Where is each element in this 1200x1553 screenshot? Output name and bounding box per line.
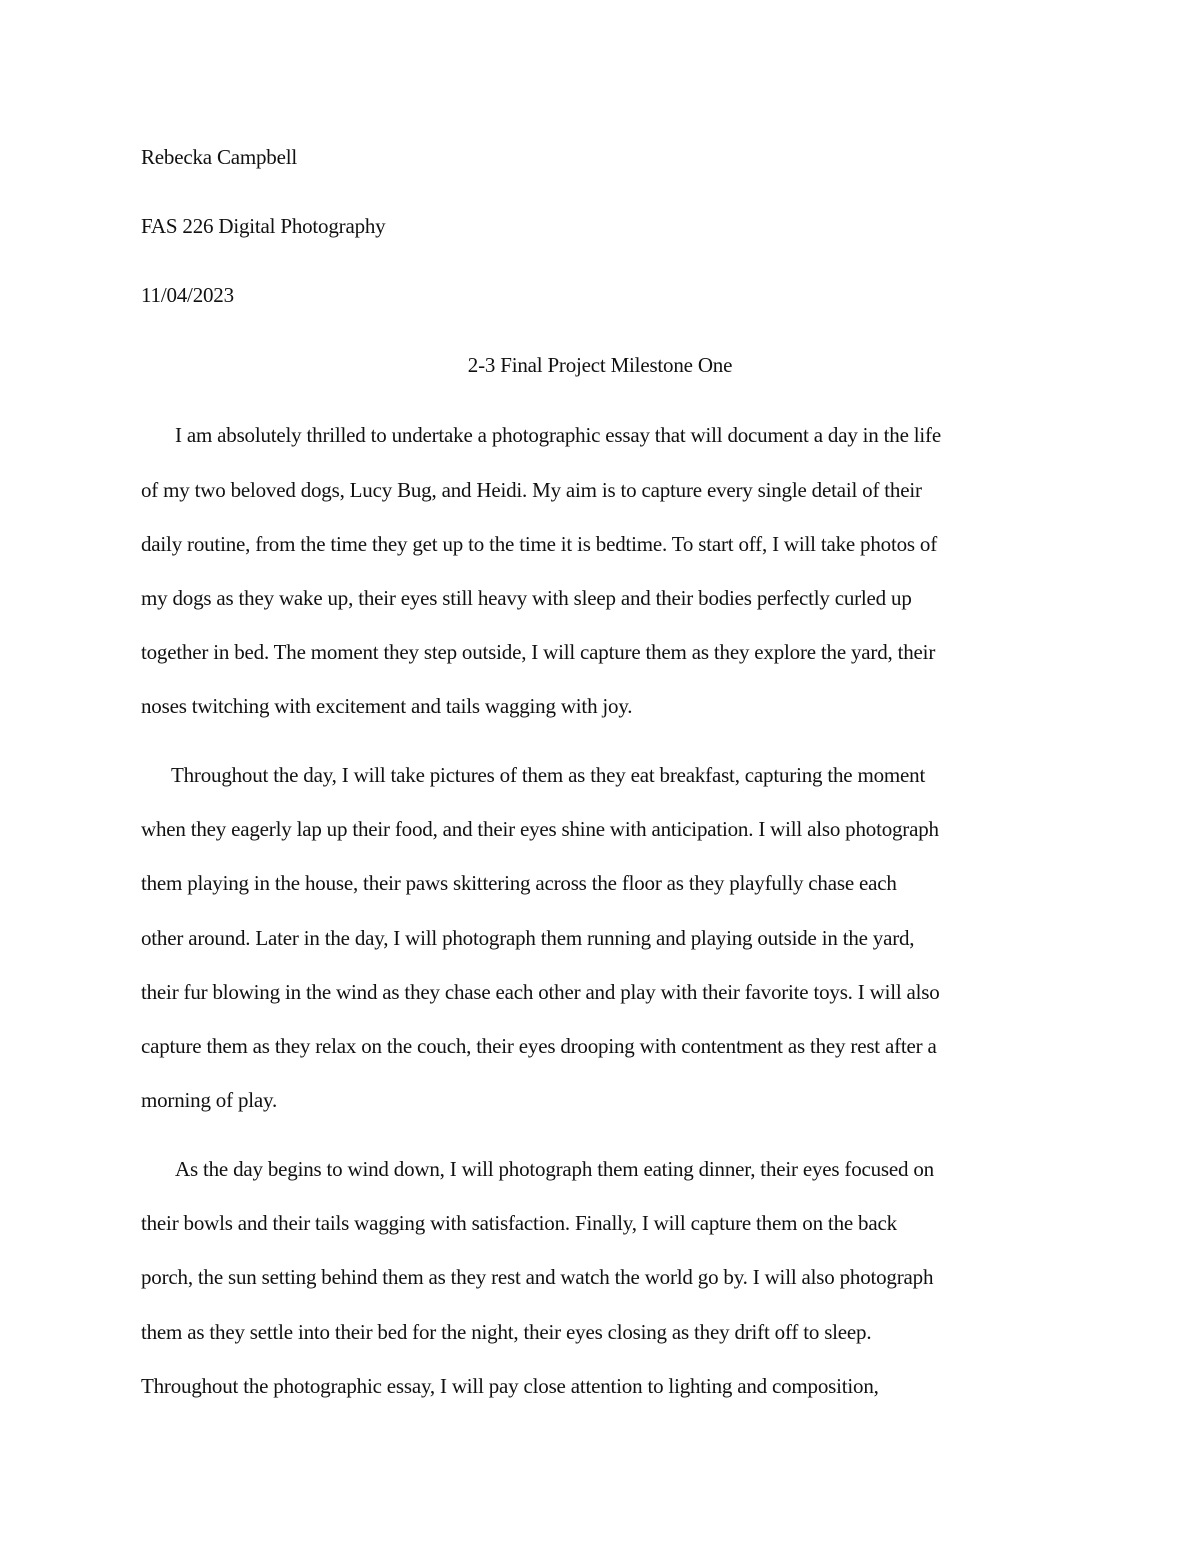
paragraph-line: other around. Later in the day, I will photograph them running and playing outside in the yard, [141, 926, 915, 950]
course-name: FAS 226 Digital Photography [141, 214, 386, 238]
document-date: 11/04/2023 [141, 283, 234, 307]
paragraph-line: Throughout the photographic essay, I will pay close attention to lighting and composition, [141, 1374, 879, 1398]
paragraph-line: them as they settle into their bed for the night, their eyes closing as they drift off to sleep. [141, 1320, 872, 1344]
paragraph-line: them playing in the house, their paws skittering across the floor as they playfully chase each [141, 871, 897, 895]
paragraph-line: morning of play. [141, 1088, 277, 1112]
author-name: Rebecka Campbell [141, 145, 297, 169]
paragraph-line: when they eagerly lap up their food, and their eyes shine with anticipation. I will also photograph [141, 817, 939, 841]
paragraph-line: daily routine, from the time they get up to the time it is bedtime. To start off, I will take photos of [141, 532, 938, 556]
paragraph-line: Throughout the day, I will take pictures of them as they eat breakfast, capturing the moment [171, 763, 926, 787]
paragraph-line: noses twitching with excitement and tails wagging with joy. [141, 694, 633, 718]
paragraph-line: my dogs as they wake up, their eyes still heavy with sleep and their bodies perfectly curled up [141, 586, 912, 610]
paragraph-line: their fur blowing in the wind as they chase each other and play with their favorite toys. I will also [141, 980, 940, 1004]
paragraph-line: capture them as they relax on the couch, their eyes drooping with contentment as they rest after a [141, 1034, 937, 1058]
paragraph-line: together in bed. The moment they step outside, I will capture them as they explore the yard, their [141, 640, 936, 664]
paragraph-line: porch, the sun setting behind them as they rest and watch the world go by. I will also photograph [141, 1265, 934, 1289]
paragraph-line: their bowls and their tails wagging with satisfaction. Finally, I will capture them on the back [141, 1211, 897, 1235]
paragraph-line: of my two beloved dogs, Lucy Bug, and Heidi. My aim is to capture every single detail of their [141, 478, 922, 502]
paragraph-line: As the day begins to wind down, I will photograph them eating dinner, their eyes focused on [175, 1157, 934, 1181]
paragraph-line: I am absolutely thrilled to undertake a photographic essay that will document a day in the life [175, 423, 941, 447]
document-title: 2-3 Final Project Milestone One [467, 353, 733, 377]
